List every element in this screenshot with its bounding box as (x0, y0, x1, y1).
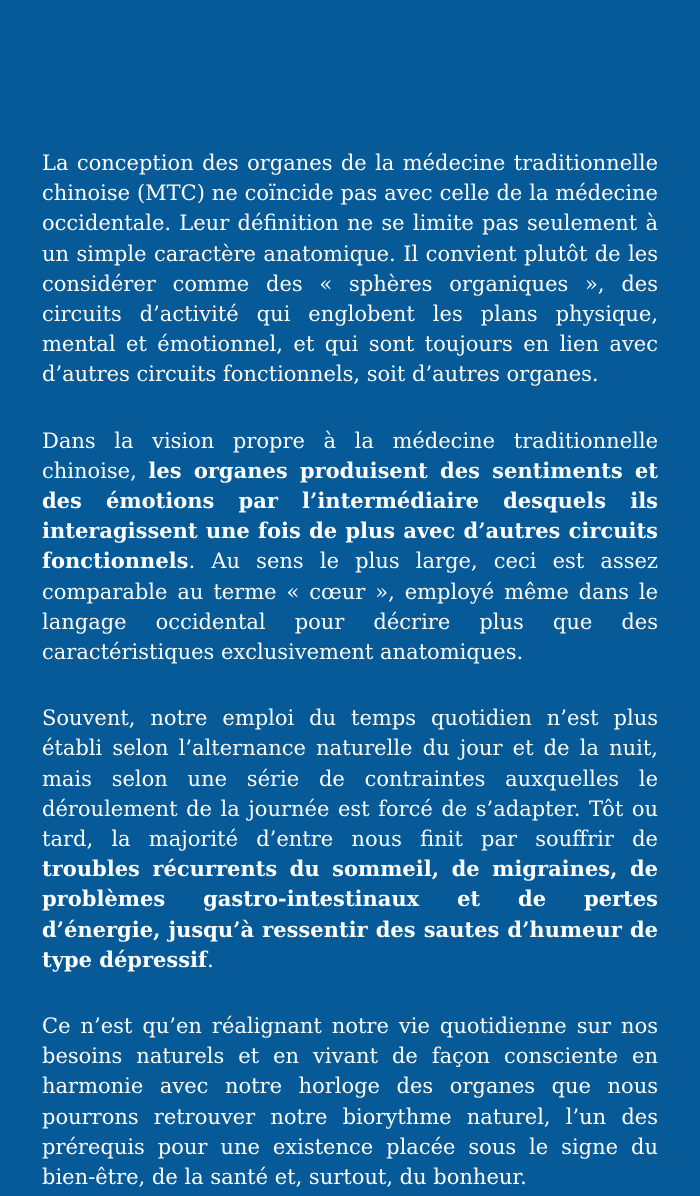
paragraph-3-text-before: Souvent, notre emploi du temps quotidien n’est plus établi selon l’alternance naturelle du jour et de la nuit, mais selon une série de contraintes auxquelles le déroulement de la journée est forcé de s’adapter. Tôt ou tard, la majorité d’entre nous finit par souffrir de (42, 706, 658, 852)
paragraph-2-bold-text: les organes produisent des sentiments et des émotions par l’intermédiaire desquels ils interagissent une fois de plus avec d’autres circuits fonctionnels (42, 457, 658, 574)
paragraph-2-text-before: Dans la vision propre à la médecine traditionnelle chinoise, (42, 428, 658, 483)
paragraph-2 (42, 426, 658, 668)
paragraph-2-text-after: . Au sens le plus large, ceci est assez comparable au terme « cœur », employé même dans le langage occidental pour décrire plus que des caractéristiques exclusivement anatomiques. (42, 549, 658, 665)
paragraph-3-text-after: . (207, 947, 214, 972)
paragraph-3 (42, 703, 658, 975)
paragraph-4 (42, 1011, 658, 1192)
paragraph-1-text: La conception des organes de la médecine traditionnelle chinoise (MTC) ne coïncide pas avec celle de la médecine occidentale. Leur définition ne se limite pas seulement à un simple caractère anatomique. Il convient plutôt de les considérer comme des « sphères organiques », des circuits d’activité qui englobent les plans physique, mental et émotionnel, et qui sont toujours en lien avec d’autres circuits fonctionnels, soit d’autres organes. (42, 151, 658, 387)
paragraph-4-text: Ce n’est qu’en réalignant notre vie quotidienne sur nos besoins naturels et en vivant de façon consciente en harmonie avec notre horloge des organes que nous pourrons retrouver notre biorythme naturel, l’un des prérequis pour une existence placée sous le signe du bien-être, de la santé et, surtout, du bonheur. (42, 1014, 658, 1190)
paragraph-3-bold-text: troubles récurrents du sommeil, de migraines, de problèmes gastro-intestinaux et de pertes d’énergie, jusqu’à ressentir des sautes d’humeur de type dépressif (42, 856, 658, 972)
paragraph-1 (42, 148, 658, 390)
